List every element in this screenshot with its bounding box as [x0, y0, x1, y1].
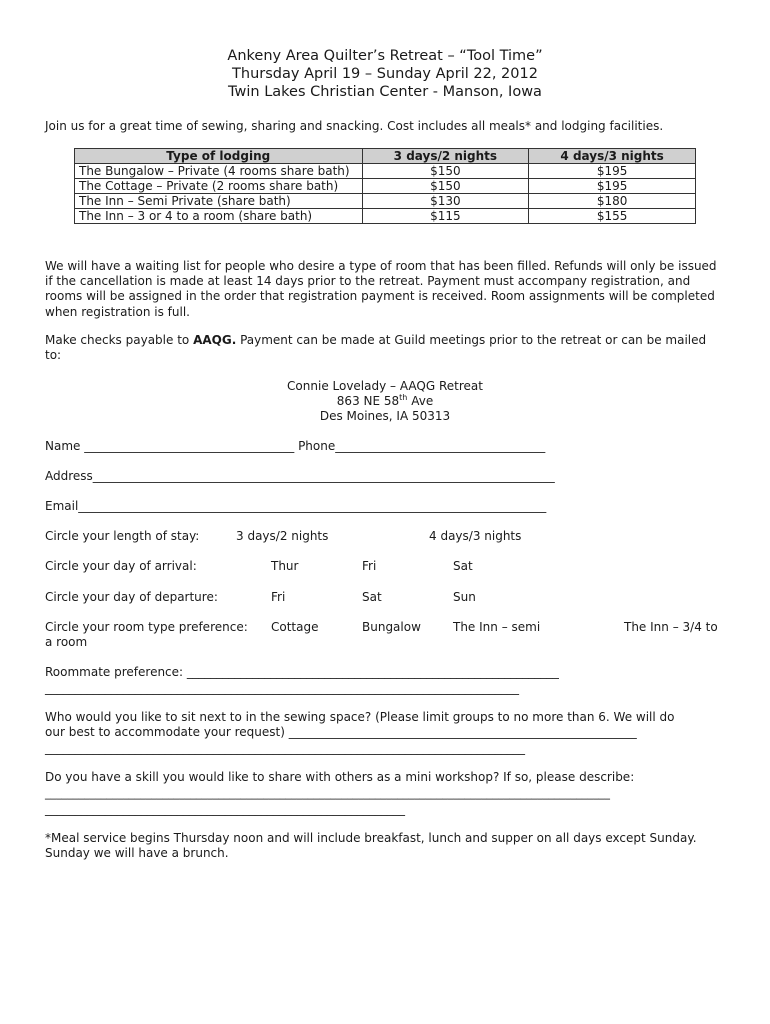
phone-label: Phone [298, 439, 336, 453]
lodging-type: The Cottage – Private (2 rooms share bath) [75, 179, 363, 194]
skill-blank-line1[interactable]: _____________________________________________________________________________________________________ [45, 787, 610, 800]
payment-prefix: Make checks payable to [45, 333, 194, 347]
sewing-blank[interactable]: __________________________________________________________ [288, 725, 637, 739]
departure-option-sun[interactable]: Sun [453, 590, 476, 604]
arrival-option-thur[interactable]: Thur [271, 559, 299, 573]
payment-suffix: Payment can be made at Guild meetings prior to the retreat or can be mailed to: [45, 333, 707, 363]
retreat-location: Twin Lakes Christian Center - Manson, Iowa [228, 84, 542, 100]
sewing-blank-line2[interactable]: ________________________________________________________________________________ [45, 741, 525, 755]
table-row [75, 179, 696, 194]
departure-option-sat[interactable]: Sat [362, 590, 382, 604]
sewing-question-cont: our best to accommodate your request) [45, 725, 285, 739]
sewing-field[interactable] [45, 725, 637, 741]
room-option-inn-semi[interactable]: The Inn – semi [453, 620, 541, 634]
retreat-dates: Thursday April 19 – Sunday April 22, 2012 [232, 66, 538, 82]
table-header: 3 days/2 nights [362, 149, 529, 164]
lodging-type: The Inn – Semi Private (share bath) [75, 194, 363, 209]
price-4-days: $155 [529, 209, 696, 224]
waiting-list-paragraph: We will have a waiting list for people who desire a type of room that has been filled. Refunds will only be issued if the cancellation is made at least 14 days prior to the retreat. Payment must accompany registration, and rooms will be assigned in the order that registration payment is received. Room assignments will be completed when registration is full. [45, 259, 717, 319]
name-label: Name [45, 439, 81, 453]
address-blank[interactable]: _____________________________________________________________________________ [92, 469, 555, 483]
arrival-option-sat[interactable]: Sat [453, 559, 473, 573]
departure-label: Circle your day of departure: [45, 590, 218, 604]
length-of-stay-label: Circle your length of stay: [45, 529, 200, 543]
length-option-4-days[interactable]: 4 days/3 nights [429, 529, 522, 543]
lodging-type: The Inn – 3 or 4 to a room (share bath) [75, 209, 363, 224]
table-row [75, 194, 696, 209]
name-field[interactable] [45, 439, 545, 455]
sewing-question: Who would you like to sit next to in the sewing space? (Please limit groups to no more than 6. We will do [45, 710, 675, 724]
room-option-wrap: a room [45, 635, 88, 649]
roommate-blank[interactable]: ______________________________________________________________ [186, 665, 559, 679]
table-header: 4 days/3 nights [529, 149, 696, 164]
table-row [75, 209, 696, 224]
street-suffix: Ave [407, 394, 434, 408]
email-field[interactable] [45, 499, 546, 515]
roommate-label: Roommate preference: [45, 665, 184, 679]
intro-text: Join us for a great time of sewing, sharing and snacking. Cost includes all meals* and lodging facilities. [45, 119, 664, 133]
lodging-table [74, 148, 696, 224]
street-prefix: 863 NE 58 [336, 394, 400, 408]
table-row [75, 164, 696, 179]
arrival-label: Circle your day of arrival: [45, 559, 197, 573]
room-option-bungalow[interactable]: Bungalow [362, 620, 421, 634]
roommate-field[interactable] [45, 665, 559, 681]
price-4-days: $195 [529, 179, 696, 194]
room-option-inn-shared[interactable]: The Inn – 3/4 to [624, 620, 718, 634]
price-3-days: $150 [362, 179, 529, 194]
phone-blank[interactable]: ___________________________________ [335, 439, 546, 453]
address-label: Address [45, 469, 93, 483]
email-label: Email [45, 499, 79, 513]
room-option-cottage[interactable]: Cottage [271, 620, 319, 634]
mailing-city: Des Moines, IA 50313 [319, 409, 451, 423]
table-header: Type of lodging [75, 149, 363, 164]
payee-name: AAQG. [193, 333, 237, 347]
departure-option-fri[interactable]: Fri [271, 590, 286, 604]
price-4-days: $180 [529, 194, 696, 209]
payment-paragraph [45, 333, 725, 363]
room-preference-label: Circle your room type preference: [45, 620, 248, 634]
mailing-name: Connie Lovelady – AAQG Retreat [287, 379, 483, 393]
email-blank[interactable]: ______________________________________________________________________________ [78, 499, 547, 513]
lodging-type: The Bungalow – Private (4 rooms share bath) [75, 164, 363, 179]
price-3-days: $115 [362, 209, 529, 224]
price-3-days: $150 [362, 164, 529, 179]
mailing-street [0, 394, 770, 409]
retreat-title: Ankeny Area Quilter’s Retreat – “Tool Time” [227, 48, 543, 64]
price-3-days: $130 [362, 194, 529, 209]
skill-question: Do you have a skill you would like to share with others as a mini workshop? If so, please describe: [45, 770, 635, 784]
skill-blank-line2[interactable]: ____________________________________________________________ [45, 802, 405, 816]
name-blank[interactable]: ___________________________________ [84, 439, 295, 453]
price-4-days: $195 [529, 164, 696, 179]
table-header-row [75, 149, 696, 164]
street-suffix-sup: th [399, 393, 408, 402]
roommate-blank-line2[interactable]: _______________________________________________________________________________ [45, 681, 519, 695]
meal-footnote: *Meal service begins Thursday noon and will include breakfast, lunch and supper on all days except Sunday. Sunday we will have a brunch. [45, 831, 697, 861]
address-field[interactable] [45, 469, 555, 485]
arrival-option-fri[interactable]: Fri [362, 559, 377, 573]
length-option-3-days[interactable]: 3 days/2 nights [236, 529, 329, 543]
